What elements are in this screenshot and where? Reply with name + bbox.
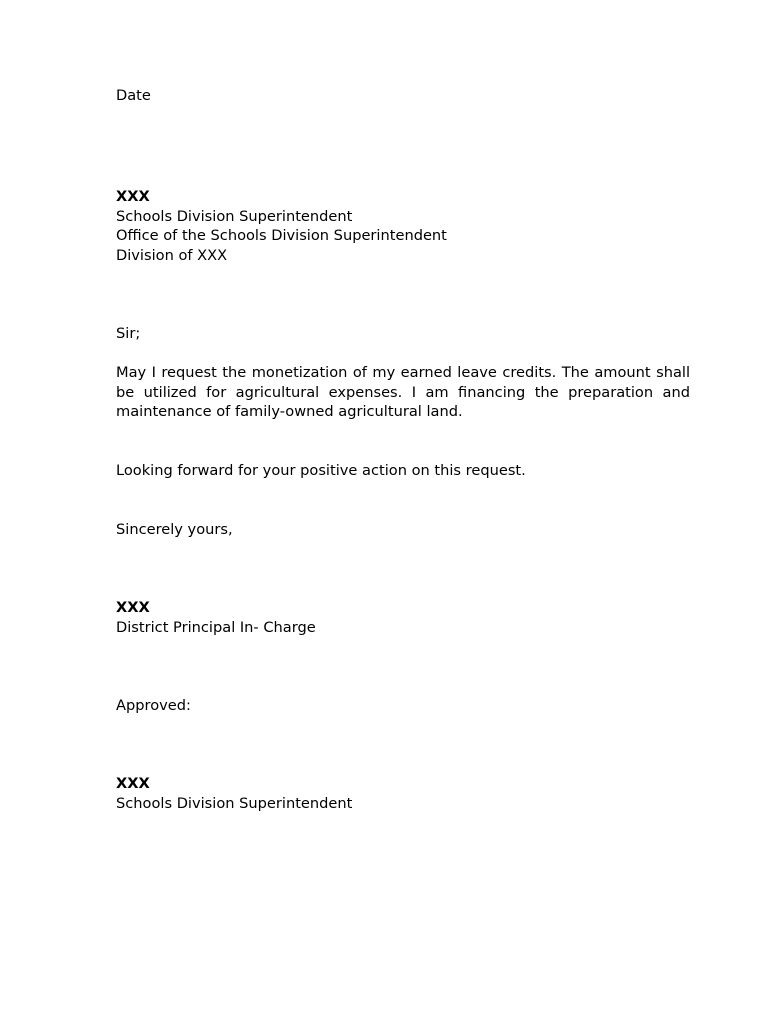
approver-title: Schools Division Superintendent xyxy=(116,795,353,812)
approver-name: XXX xyxy=(116,775,150,792)
body-paragraph: May I request the monetization of my earned leave credits. The amount shall be utilized for agricultural expenses. I am financing the preparation and maintenance of family-owned agricultural land. xyxy=(116,364,690,420)
recipient-division: Division of XXX xyxy=(116,247,228,264)
sender-title: District Principal In- Charge xyxy=(116,619,316,636)
closing-line: Looking forward for your positive action on this request. xyxy=(116,462,526,479)
recipient-office: Office of the Schools Division Superintendent xyxy=(116,227,447,244)
recipient-name: XXX xyxy=(116,188,150,205)
recipient-title: Schools Division Superintendent xyxy=(116,208,353,225)
complimentary-close: Sincerely yours, xyxy=(116,521,233,538)
date-line: Date xyxy=(116,87,151,104)
approval-label: Approved: xyxy=(116,697,191,714)
sender-name: XXX xyxy=(116,599,150,616)
salutation: Sir; xyxy=(116,325,141,342)
